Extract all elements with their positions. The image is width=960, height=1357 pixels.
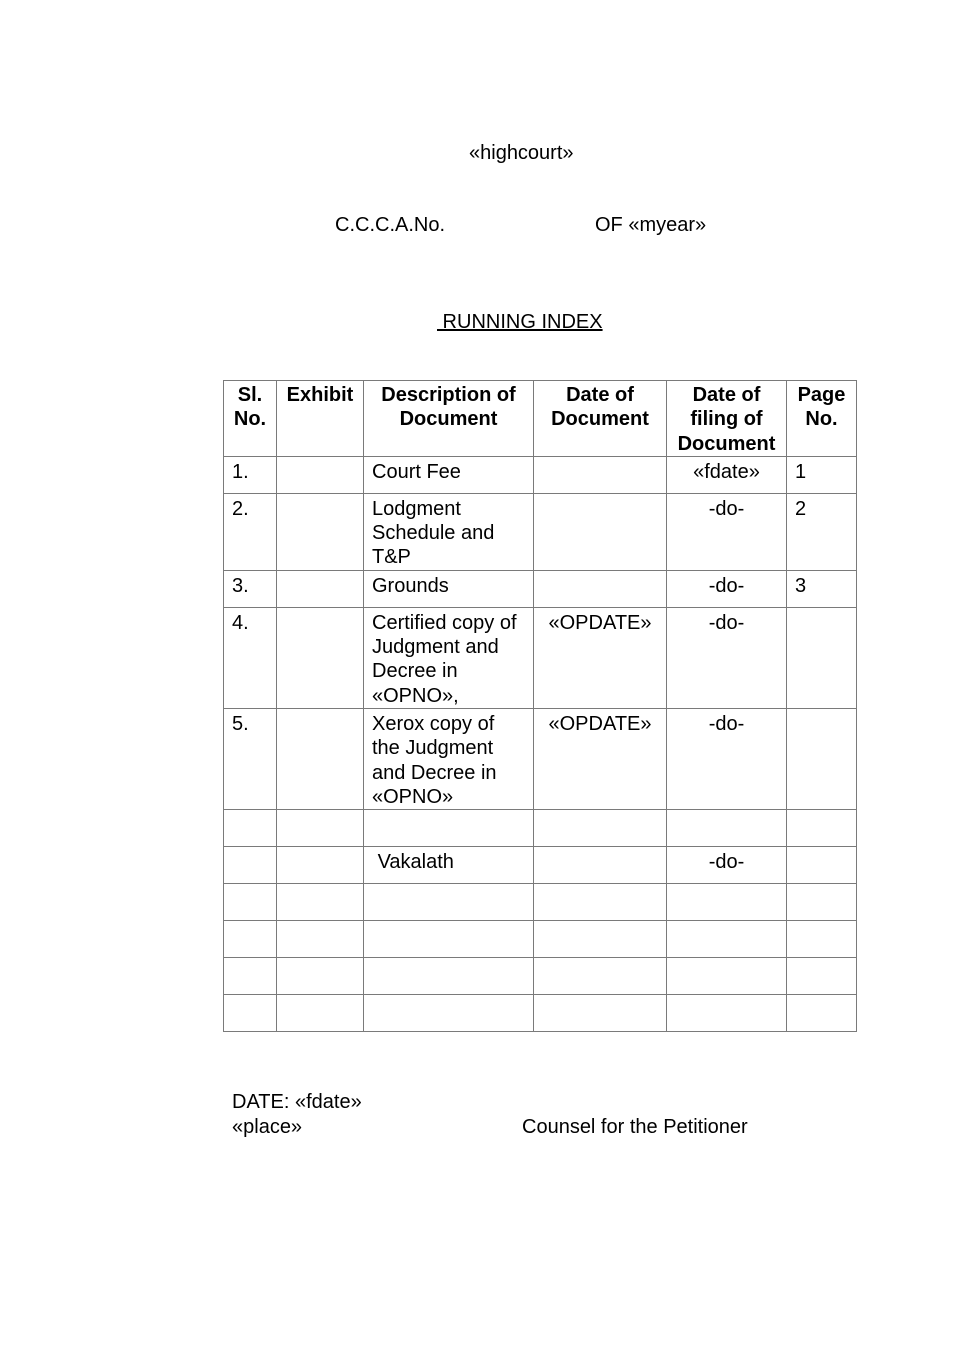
filing-date: DATE: «fdate» xyxy=(232,1091,362,1113)
cell-date-of-filing: -do- xyxy=(667,570,787,607)
table-row xyxy=(224,958,857,995)
cell-description xyxy=(364,921,534,958)
cell-description: Lodgment Schedule and T&P xyxy=(364,493,534,570)
table-row xyxy=(224,708,857,809)
cell-date-of-document xyxy=(534,456,667,493)
cell-sl-no: 2. xyxy=(224,493,277,570)
cell-description: Grounds xyxy=(364,570,534,607)
cell-exhibit xyxy=(277,810,364,847)
cell-date-of-filing xyxy=(667,921,787,958)
cell-date-of-filing xyxy=(667,995,787,1032)
cell-date-of-filing: «fdate» xyxy=(667,456,787,493)
running-index-table xyxy=(223,380,857,1032)
cell-date-of-document xyxy=(534,847,667,884)
cell-description: Court Fee xyxy=(364,456,534,493)
cell-page-no: 1 xyxy=(787,456,857,493)
cell-sl-no xyxy=(224,995,277,1032)
case-year: OF «myear» xyxy=(595,214,707,236)
cell-date-of-document: «OPDATE» xyxy=(534,708,667,809)
filing-place: «place» xyxy=(232,1116,303,1138)
cell-exhibit xyxy=(277,847,364,884)
table-row xyxy=(224,921,857,958)
cell-exhibit xyxy=(277,921,364,958)
cell-page-no xyxy=(787,810,857,847)
table-row xyxy=(224,493,857,570)
cell-description xyxy=(364,884,534,921)
cell-date-of-filing: -do- xyxy=(667,708,787,809)
cell-date-of-document xyxy=(534,810,667,847)
cell-page-no xyxy=(787,958,857,995)
cell-exhibit xyxy=(277,884,364,921)
cell-sl-no: 3. xyxy=(224,570,277,607)
cell-date-of-document xyxy=(534,570,667,607)
table-header-row xyxy=(224,381,857,457)
cell-date-of-document: «OPDATE» xyxy=(534,607,667,708)
cell-exhibit xyxy=(277,995,364,1032)
cell-date-of-document xyxy=(534,995,667,1032)
table-row xyxy=(224,607,857,708)
table-row xyxy=(224,995,857,1032)
cell-page-no xyxy=(787,708,857,809)
cell-description: Certified copy of Judgment and Decree in «OPNO», xyxy=(364,607,534,708)
cell-date-of-filing xyxy=(667,810,787,847)
cell-sl-no xyxy=(224,810,277,847)
cell-date-of-filing xyxy=(667,958,787,995)
table-row xyxy=(224,884,857,921)
cell-sl-no: 4. xyxy=(224,607,277,708)
case-number: C.C.C.A.No. xyxy=(335,214,446,236)
table-row xyxy=(224,570,857,607)
cell-description xyxy=(364,995,534,1032)
cell-sl-no xyxy=(224,921,277,958)
page-title: RUNNING INDEX xyxy=(437,311,603,333)
cell-date-of-document xyxy=(534,921,667,958)
cell-sl-no xyxy=(224,958,277,995)
column-header-page-no: Page No. xyxy=(787,381,857,457)
cell-date-of-filing xyxy=(667,884,787,921)
cell-exhibit xyxy=(277,607,364,708)
cell-exhibit xyxy=(277,958,364,995)
cell-exhibit xyxy=(277,708,364,809)
cell-sl-no: 1. xyxy=(224,456,277,493)
counsel-signature: Counsel for the Petitioner xyxy=(522,1116,748,1138)
column-header-exhibit: Exhibit xyxy=(277,381,364,457)
court-name: «highcourt» xyxy=(469,142,574,164)
column-header-description: Description of Document xyxy=(364,381,534,457)
cell-page-no: 3 xyxy=(787,570,857,607)
cell-date-of-document xyxy=(534,884,667,921)
cell-description: Vakalath xyxy=(364,847,534,884)
cell-sl-no: 5. xyxy=(224,708,277,809)
table-row xyxy=(224,810,857,847)
cell-page-no xyxy=(787,607,857,708)
cell-date-of-filing: -do- xyxy=(667,493,787,570)
cell-page-no xyxy=(787,884,857,921)
table-row xyxy=(224,847,857,884)
column-header-date-of-document: Date of Document xyxy=(534,381,667,457)
table-row xyxy=(224,456,857,493)
cell-date-of-filing: -do- xyxy=(667,607,787,708)
cell-page-no xyxy=(787,921,857,958)
cell-date-of-filing: -do- xyxy=(667,847,787,884)
cell-exhibit xyxy=(277,493,364,570)
cell-page-no xyxy=(787,847,857,884)
cell-page-no xyxy=(787,995,857,1032)
cell-description xyxy=(364,810,534,847)
cell-page-no: 2 xyxy=(787,493,857,570)
cell-exhibit xyxy=(277,456,364,493)
cell-description xyxy=(364,958,534,995)
cell-exhibit xyxy=(277,570,364,607)
column-header-sl-no: Sl. No. xyxy=(224,381,277,457)
cell-sl-no xyxy=(224,847,277,884)
cell-description: Xerox copy of the Judgment and Decree in «OPNO» xyxy=(364,708,534,809)
column-header-date-of-filing: Date of filing of Document xyxy=(667,381,787,457)
cell-date-of-document xyxy=(534,493,667,570)
cell-sl-no xyxy=(224,884,277,921)
cell-date-of-document xyxy=(534,958,667,995)
